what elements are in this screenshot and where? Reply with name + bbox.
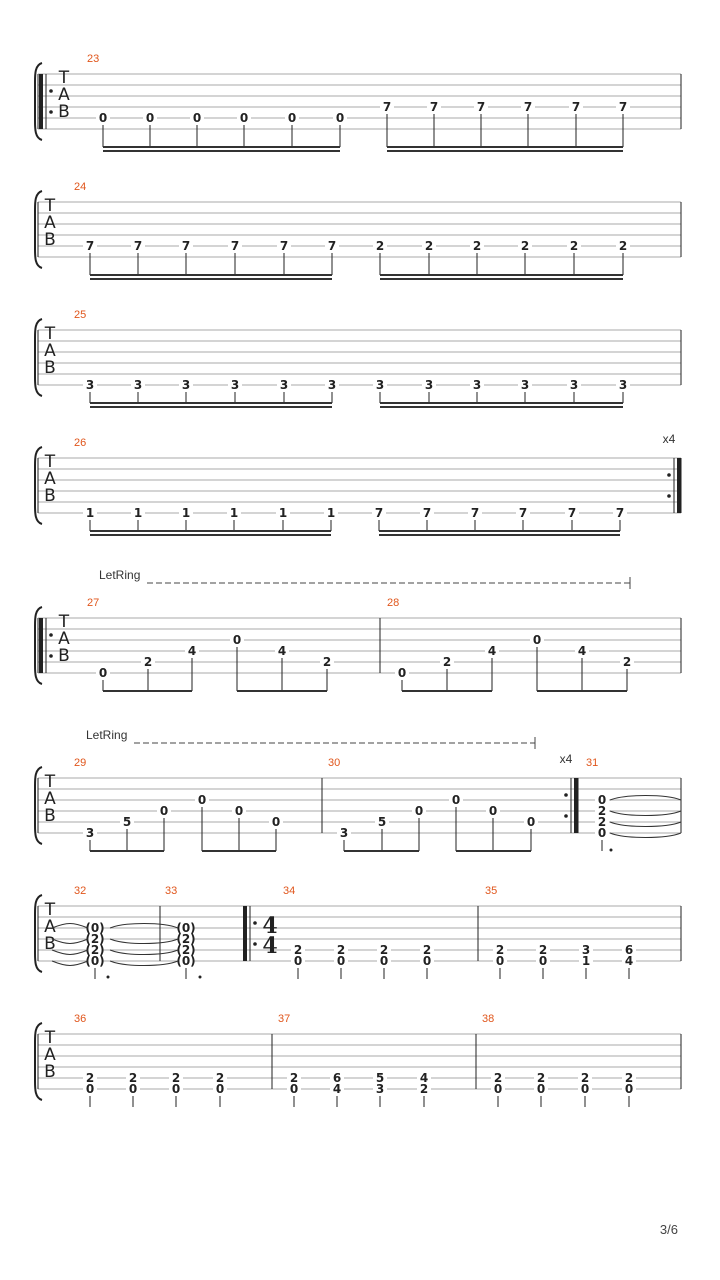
- fret-number: 0: [98, 111, 108, 125]
- fret-number: 5: [375, 1071, 385, 1085]
- tab-clef-letter: T: [58, 612, 70, 632]
- fret-number: 7: [230, 239, 240, 253]
- tab-clef-letter: A: [44, 1045, 56, 1065]
- fret-number: 2: [424, 239, 434, 253]
- fret-number: 2: [580, 1071, 590, 1085]
- fret-number: 2: [618, 239, 628, 253]
- fret-number: 1: [326, 506, 336, 520]
- tab-clef-letter: A: [44, 469, 56, 489]
- fret-number: 1: [133, 506, 143, 520]
- repeat-thick-bar: [574, 778, 578, 833]
- tab-clef-letter: T: [44, 772, 56, 792]
- tie-arc: [610, 811, 681, 816]
- fret-number: 0: [532, 633, 542, 647]
- repeat-dot: [49, 654, 53, 658]
- measure-number: 28: [387, 597, 400, 609]
- fret-number: 7: [615, 506, 625, 520]
- repeat-count-label: x4: [662, 432, 676, 446]
- fret-number: 3: [472, 378, 482, 392]
- tab-clef-letter: T: [44, 1028, 56, 1048]
- repeat-dot: [253, 942, 257, 946]
- fret-number: 3: [581, 943, 591, 957]
- tie-arc: [610, 822, 681, 827]
- tab-clef-letter: B: [58, 102, 70, 122]
- repeat-dot: [253, 921, 257, 925]
- fret-number: 6: [332, 1071, 342, 1085]
- fret-number: 4: [332, 1082, 342, 1096]
- tab-clef-letter: B: [44, 358, 56, 378]
- tab-clef-letter: T: [44, 452, 56, 472]
- fret-number: 2: [622, 655, 632, 669]
- tab-clef-letter: B: [44, 486, 56, 506]
- fret-number: 0: [597, 826, 607, 840]
- fret-number: 2: [569, 239, 579, 253]
- tab-system: [35, 447, 681, 535]
- tab-clef-letter: B: [44, 230, 56, 250]
- tie-arc: [52, 939, 88, 944]
- fret-number: (2): [176, 943, 196, 957]
- fret-number: 2: [538, 943, 548, 957]
- tab-clef-letter: T: [44, 900, 56, 920]
- fret-number: (2): [176, 932, 196, 946]
- fret-number: 0: [597, 793, 607, 807]
- repeat-thick-bar: [243, 906, 247, 961]
- fret-number: 0: [379, 954, 389, 968]
- fret-number: 1: [229, 506, 239, 520]
- rhythm-dot: [199, 976, 202, 979]
- fret-number: 0: [271, 815, 281, 829]
- fret-number: 7: [429, 100, 439, 114]
- fret-number: 0: [171, 1082, 181, 1096]
- fret-number: 3: [339, 826, 349, 840]
- fret-number: 0: [624, 1082, 634, 1096]
- fret-number: (0): [176, 921, 196, 935]
- tab-system: [35, 191, 681, 279]
- measure-number: 29: [74, 757, 87, 769]
- fret-number: 2: [493, 1071, 503, 1085]
- fret-number: 2: [597, 815, 607, 829]
- fret-number: (2): [85, 943, 105, 957]
- tab-clef-letter: T: [44, 324, 56, 344]
- fret-number: 1: [581, 954, 591, 968]
- tab-system: [35, 737, 681, 851]
- fret-number: 7: [571, 100, 581, 114]
- fret-number: 2: [597, 804, 607, 818]
- tab-clef-letter: B: [58, 646, 70, 666]
- fret-number: 0: [536, 1082, 546, 1096]
- fret-number: 0: [493, 1082, 503, 1096]
- repeat-dot: [564, 793, 568, 797]
- fret-number: 0: [289, 1082, 299, 1096]
- tie-arc: [52, 924, 88, 929]
- fret-number: 4: [187, 644, 197, 658]
- repeat-dot: [49, 633, 53, 637]
- repeat-thick-bar: [677, 458, 681, 513]
- fret-number: 0: [234, 804, 244, 818]
- tab-clef-letter: A: [44, 789, 56, 809]
- tab-clef-letter: A: [44, 341, 56, 361]
- fret-number: 0: [197, 793, 207, 807]
- fret-number: 4: [277, 644, 287, 658]
- fret-number: 6: [624, 943, 634, 957]
- fret-number: 7: [523, 100, 533, 114]
- tab-clef-letter: B: [44, 1062, 56, 1082]
- fret-number: 7: [470, 506, 480, 520]
- time-signature-bottom: 4: [262, 933, 278, 959]
- fret-number: 3: [569, 378, 579, 392]
- fret-number: 2: [143, 655, 153, 669]
- repeat-dot: [564, 814, 568, 818]
- fret-number: 0: [422, 954, 432, 968]
- rhythm-dot: [107, 976, 110, 979]
- fret-number: 2: [472, 239, 482, 253]
- tab-system: [35, 63, 681, 151]
- fret-number: 3: [375, 1082, 385, 1096]
- fret-number: (0): [176, 954, 196, 968]
- fret-number: 3: [618, 378, 628, 392]
- measure-number: 26: [74, 437, 87, 449]
- tie-arc: [110, 939, 178, 944]
- measure-number: 23: [87, 53, 100, 65]
- fret-number: 0: [192, 111, 202, 125]
- tab-system: [35, 319, 681, 407]
- fret-number: 7: [618, 100, 628, 114]
- fret-number: 0: [580, 1082, 590, 1096]
- fret-number: 0: [293, 954, 303, 968]
- repeat-thick-bar: [39, 618, 43, 673]
- fret-number: 1: [181, 506, 191, 520]
- fret-number: 4: [419, 1071, 429, 1085]
- measure-number: 34: [283, 885, 296, 897]
- fret-number: 0: [85, 1082, 95, 1096]
- fret-number: 0: [159, 804, 169, 818]
- fret-number: 3: [279, 378, 289, 392]
- fret-number: (0): [85, 921, 105, 935]
- fret-number: 0: [336, 954, 346, 968]
- fret-number: 5: [377, 815, 387, 829]
- fret-number: 0: [287, 111, 297, 125]
- fret-number: 7: [279, 239, 289, 253]
- fret-number: 7: [382, 100, 392, 114]
- fret-number: 1: [278, 506, 288, 520]
- fret-number: 0: [414, 804, 424, 818]
- fret-number: 7: [518, 506, 528, 520]
- fret-number: 2: [419, 1082, 429, 1096]
- fret-number: 0: [495, 954, 505, 968]
- tab-clef-letter: T: [58, 68, 70, 88]
- tab-clef-letter: B: [44, 934, 56, 954]
- repeat-dot: [667, 473, 671, 477]
- tab-clef-letter: B: [44, 806, 56, 826]
- tab-clef-letter: A: [44, 213, 56, 233]
- fret-number: 7: [422, 506, 432, 520]
- fret-number: 7: [567, 506, 577, 520]
- fret-number: 0: [451, 793, 461, 807]
- fret-number: 3: [230, 378, 240, 392]
- fret-number: 3: [424, 378, 434, 392]
- fret-number: 2: [624, 1071, 634, 1085]
- repeat-dot: [49, 110, 53, 114]
- rhythm-dot: [610, 849, 613, 852]
- tie-arc: [52, 961, 88, 966]
- measure-number: 31: [586, 757, 599, 769]
- measure-number: 38: [482, 1013, 495, 1025]
- measure-number: 33: [165, 885, 178, 897]
- fret-number: 2: [85, 1071, 95, 1085]
- fret-number: (0): [85, 954, 105, 968]
- fret-number: 2: [442, 655, 452, 669]
- repeat-count-label: x4: [559, 752, 573, 766]
- fret-number: 0: [397, 666, 407, 680]
- repeat-dot: [667, 494, 671, 498]
- fret-number: 0: [215, 1082, 225, 1096]
- tie-arc: [610, 833, 681, 838]
- fret-number: 2: [289, 1071, 299, 1085]
- tie-arc: [110, 924, 178, 929]
- fret-number: 2: [336, 943, 346, 957]
- measure-number: 24: [74, 181, 87, 193]
- measure-number: 32: [74, 885, 87, 897]
- fret-number: 0: [239, 111, 249, 125]
- fret-number: 0: [145, 111, 155, 125]
- fret-number: 4: [487, 644, 497, 658]
- tab-clef-letter: A: [58, 629, 70, 649]
- repeat-thick-bar: [39, 74, 43, 129]
- fret-number: 7: [327, 239, 337, 253]
- fret-number: 2: [536, 1071, 546, 1085]
- fret-number: 2: [520, 239, 530, 253]
- fret-number: 3: [85, 826, 95, 840]
- fret-number: 2: [128, 1071, 138, 1085]
- tie-arc: [52, 950, 88, 955]
- fret-number: (2): [85, 932, 105, 946]
- fret-number: 2: [375, 239, 385, 253]
- fret-number: 2: [422, 943, 432, 957]
- let-ring-label: LetRing: [99, 568, 141, 582]
- measure-number: 27: [87, 597, 100, 609]
- fret-number: 7: [85, 239, 95, 253]
- tab-system: [35, 577, 681, 691]
- fret-number: 2: [322, 655, 332, 669]
- fret-number: 0: [335, 111, 345, 125]
- fret-number: 1: [85, 506, 95, 520]
- measure-number: 25: [74, 309, 87, 321]
- tab-clef-letter: A: [58, 85, 70, 105]
- fret-number: 0: [128, 1082, 138, 1096]
- tie-arc: [110, 950, 178, 955]
- fret-number: 2: [171, 1071, 181, 1085]
- fret-number: 2: [495, 943, 505, 957]
- fret-number: 3: [327, 378, 337, 392]
- fret-number: 0: [98, 666, 108, 680]
- fret-number: 5: [122, 815, 132, 829]
- fret-number: 3: [85, 378, 95, 392]
- fret-number: 2: [215, 1071, 225, 1085]
- fret-number: 2: [293, 943, 303, 957]
- fret-number: 7: [133, 239, 143, 253]
- fret-number: 0: [538, 954, 548, 968]
- fret-number: 3: [520, 378, 530, 392]
- fret-number: 7: [476, 100, 486, 114]
- repeat-dot: [49, 89, 53, 93]
- tab-clef-letter: T: [44, 196, 56, 216]
- measure-number: 36: [74, 1013, 87, 1025]
- fret-number: 3: [133, 378, 143, 392]
- let-ring-label: LetRing: [86, 728, 128, 742]
- fret-number: 4: [624, 954, 634, 968]
- fret-number: 7: [181, 239, 191, 253]
- fret-number: 0: [232, 633, 242, 647]
- measure-number: 37: [278, 1013, 291, 1025]
- fret-number: 3: [375, 378, 385, 392]
- time-signature-top: 4: [262, 913, 278, 939]
- tab-clef-letter: A: [44, 917, 56, 937]
- fret-number: 4: [577, 644, 587, 658]
- tie-arc: [610, 796, 681, 801]
- fret-number: 3: [181, 378, 191, 392]
- page-number: 3/6: [659, 1222, 678, 1237]
- tie-arc: [110, 961, 178, 966]
- fret-number: 0: [488, 804, 498, 818]
- fret-number: 7: [374, 506, 384, 520]
- fret-number: 0: [526, 815, 536, 829]
- measure-number: 30: [328, 757, 341, 769]
- measure-number: 35: [485, 885, 498, 897]
- fret-number: 2: [379, 943, 389, 957]
